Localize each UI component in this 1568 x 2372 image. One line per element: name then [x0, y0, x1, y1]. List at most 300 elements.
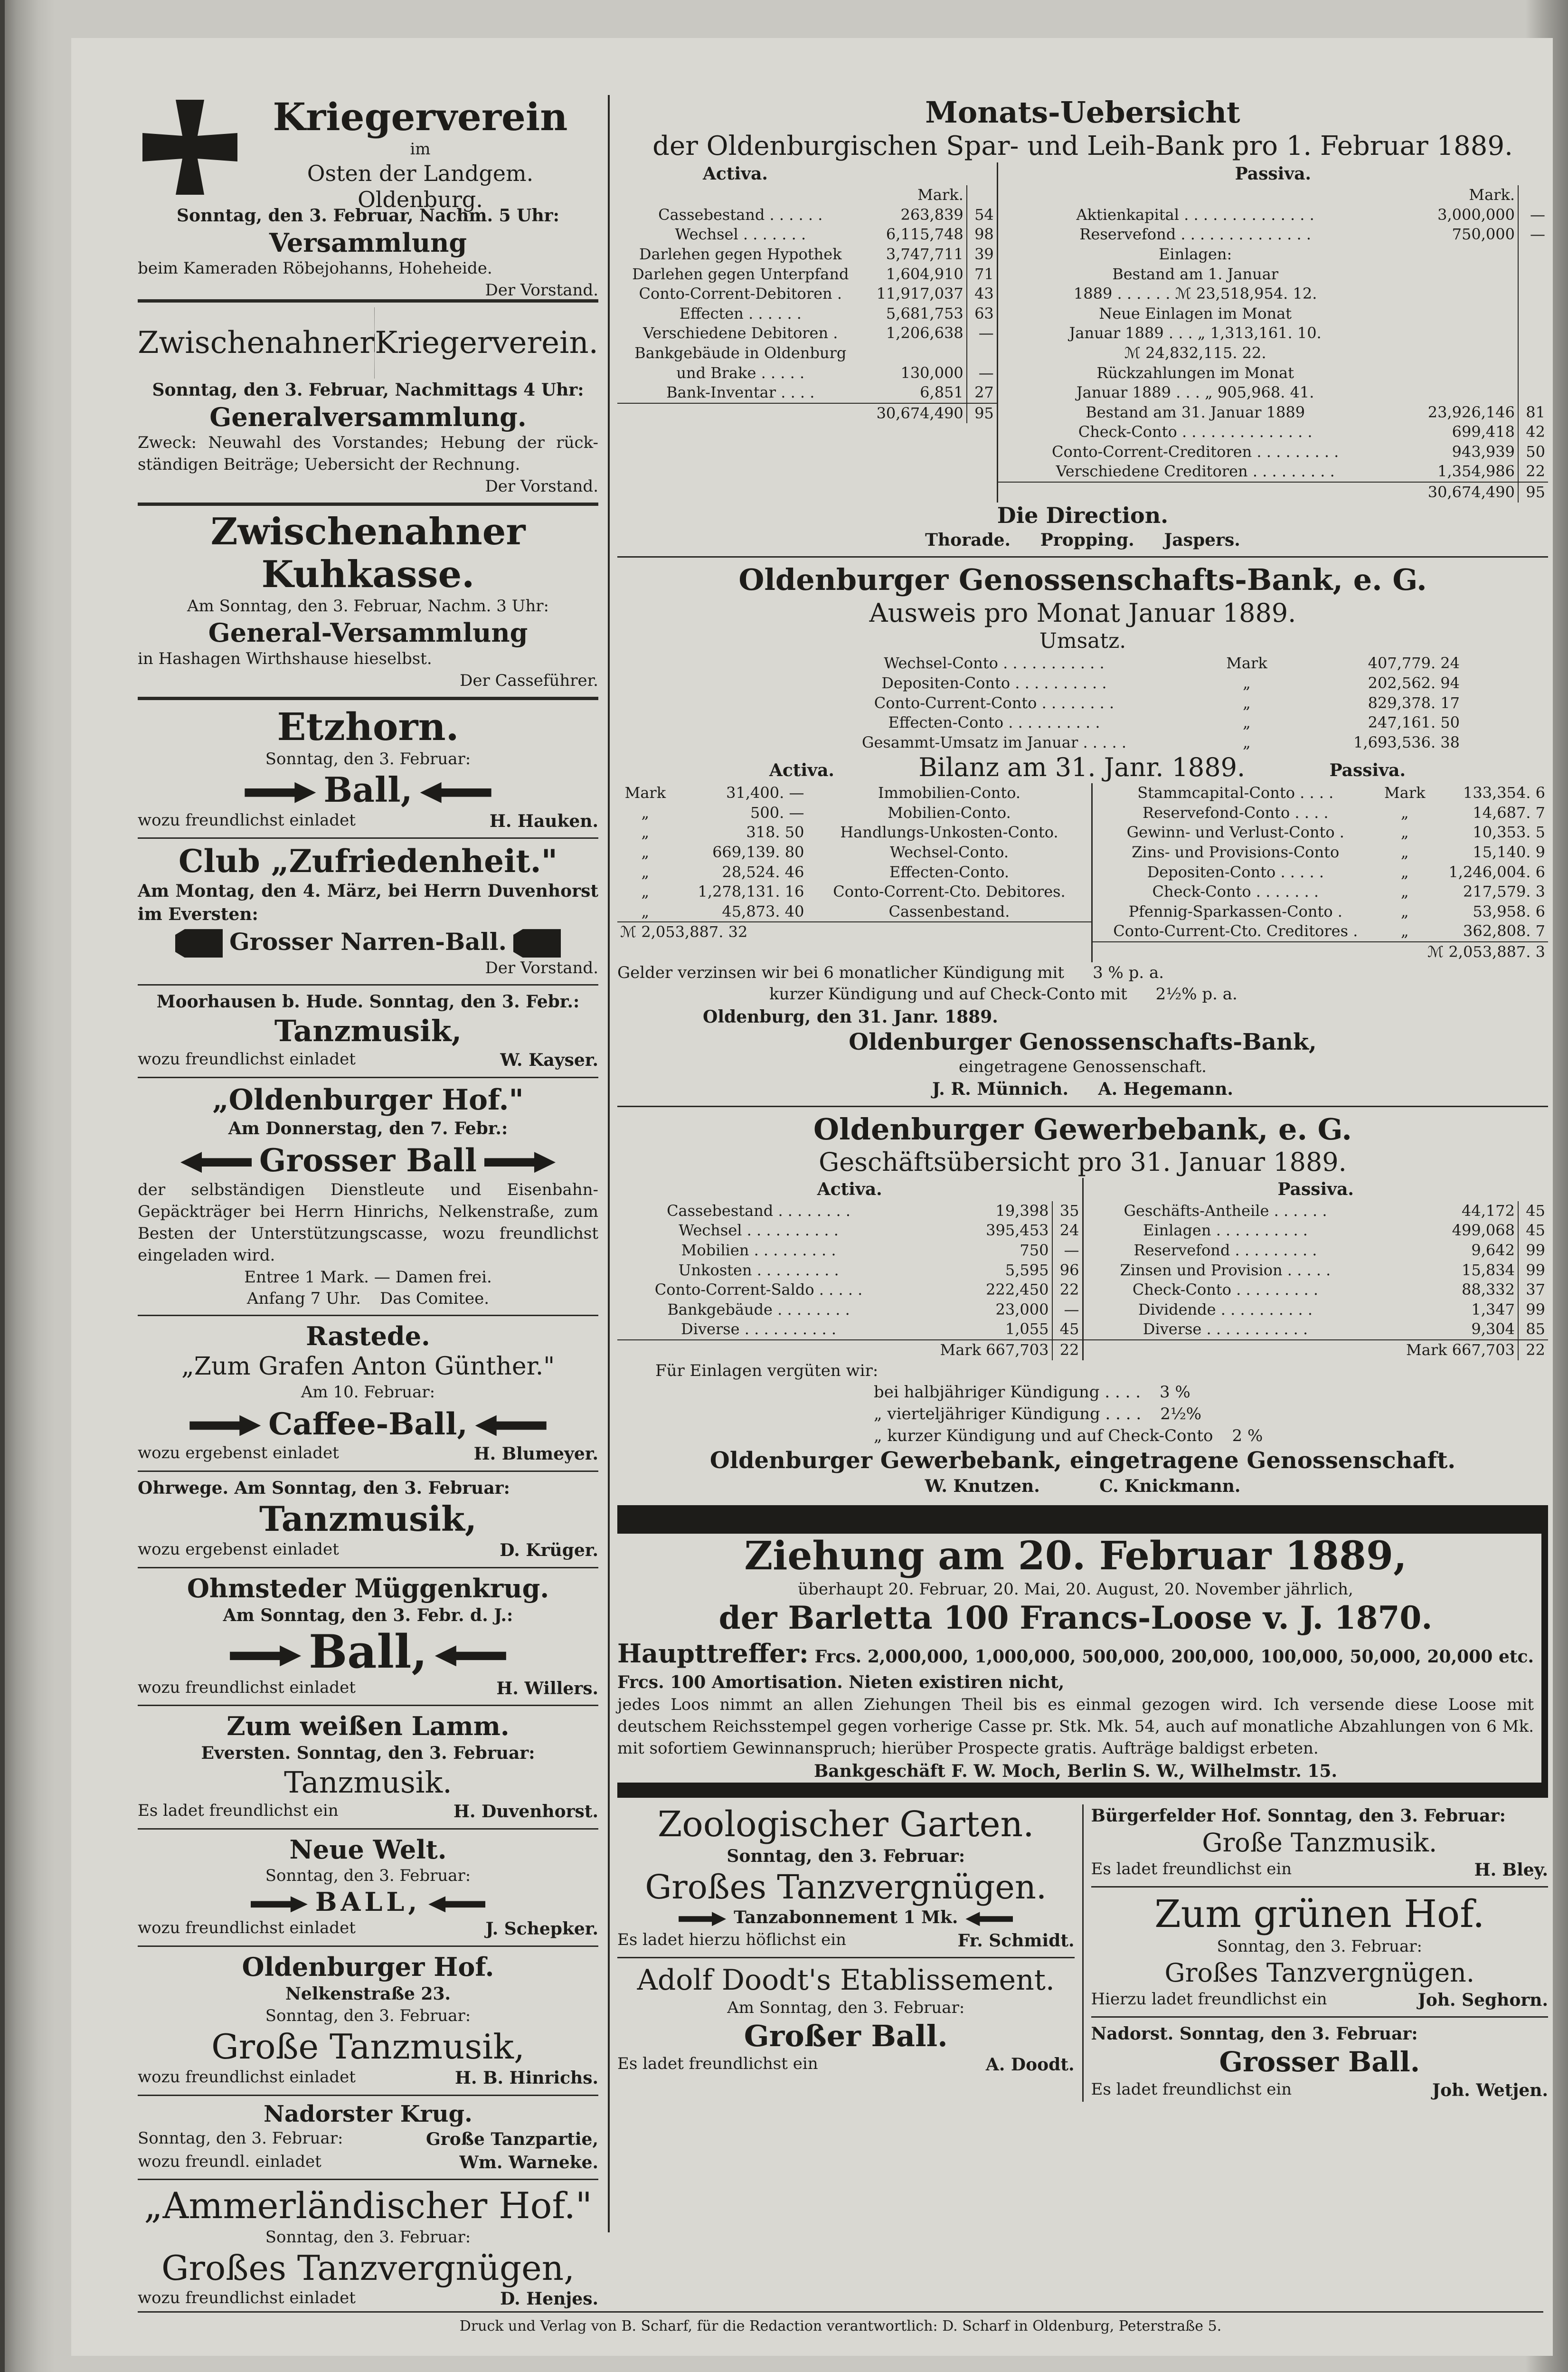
statement-signatories: W. Knutzen. C. Knickmann. [925, 1476, 1241, 1496]
row-currency: „ [1400, 922, 1409, 940]
interest-text: kurzer Kündigung und auf Check-Conto mit [769, 985, 1127, 1004]
ad-text: „Zum Grafen Anton Günther." [181, 1352, 555, 1381]
row-cents: 22 [1518, 462, 1548, 482]
row-cents: — [1518, 205, 1548, 225]
ad-headline: Großes Tanzvergnügen. [645, 1867, 1047, 1907]
row-value: 395,453 [986, 1221, 1049, 1240]
ad-title: Zwischenahner [138, 325, 374, 361]
ad-text: Es ladet freundlichst ein [138, 1801, 339, 1821]
ad-text: Sonntag, den 3. Februar, Nachmittags 4 Uhr: [152, 380, 584, 400]
row-value: 11,917,037 [876, 285, 963, 303]
row-value [864, 343, 967, 363]
divider [138, 1567, 598, 1568]
row-value: 10,353. 5 [1473, 823, 1545, 842]
pointing-hand-icon [965, 1912, 1013, 1926]
row-currency: Mark [1384, 784, 1426, 802]
ad-ohrwege [138, 1477, 598, 1562]
row-label: Einlagen: [1158, 245, 1232, 263]
row-value: 28,524. 46 [722, 863, 804, 881]
row-cents: 35 [1052, 1201, 1082, 1221]
column-heading: Mark. [917, 186, 963, 204]
row-cents: 45 [1518, 1221, 1548, 1241]
ad-text: Sonntag, den 3. Februar: [265, 1866, 471, 1885]
pointing-hand-icon [230, 1645, 301, 1666]
ad-title: Club „Zufriedenheit." [178, 843, 558, 880]
row-value: 19,398 [995, 1201, 1049, 1220]
row-value: 362,808. 7 [1463, 922, 1545, 940]
row-label: Gesammt-Umsatz im Januar . . . . . [861, 733, 1126, 751]
ad-title: „Oldenburger Hof." [212, 1083, 524, 1117]
ticket-icon [513, 929, 561, 958]
table-row [998, 403, 1548, 423]
row-label: Einlagen . . . . . . . . . . [1143, 1221, 1308, 1240]
table-row [1093, 863, 1548, 882]
table-row [617, 304, 997, 324]
ad-text: Es ladet hierzu höflichst ein [617, 1930, 847, 1949]
table-row [1093, 902, 1548, 922]
pointing-hand-icon [679, 1912, 726, 1926]
deposit-rate: 3 % [1160, 1383, 1190, 1402]
row-currency: „ [1400, 902, 1409, 920]
row-cents: 24 [1052, 1221, 1082, 1241]
ad-text: Große Tanzpartie, [425, 2129, 598, 2150]
row-value: 318. 50 [746, 823, 804, 842]
table-row [1084, 1221, 1549, 1241]
table-row [779, 693, 1463, 713]
divider [617, 1957, 1075, 1958]
row-label: Bestand am 31. Januar 1889 [1086, 403, 1305, 421]
ad-text: Nadorst. Sonntag, den 3. Februar: [1091, 2024, 1418, 2044]
ad-text: Osten der Landgem. Oldenburg. [307, 160, 534, 213]
ad-title: Neue Welt. [289, 1834, 447, 1865]
row-cents [1518, 323, 1548, 343]
row-value [1393, 323, 1518, 343]
statement-signature-title: Oldenburger Gewerbebank, eingetragene Genossenschaft. [709, 1447, 1456, 1474]
ad-text: wozu freundlichst einladet [138, 1918, 356, 1938]
row-label: Pfennig-Sparkassen-Conto . [1128, 902, 1342, 920]
deposit-term: „ vierteljähriger Kündigung . . . . [874, 1404, 1142, 1424]
row-value: 15,140. 9 [1473, 843, 1545, 861]
row-cents [967, 343, 997, 363]
row-value: 133,354. 6 [1463, 784, 1545, 802]
column-heading: Activa. [703, 163, 768, 184]
divider [1091, 1886, 1549, 1888]
ad-title: Oldenburger Hof. [242, 1951, 494, 1982]
row-label: Dividende . . . . . . . . . . [1138, 1300, 1313, 1319]
passiva-table [998, 185, 1548, 503]
row-label: Diverse . . . . . . . . . . [681, 1320, 837, 1338]
ad-title: Adolf Doodt's Etablissement. [637, 1964, 1055, 1997]
row-label: Bestand am 1. Januar [1112, 265, 1279, 283]
table-row [998, 284, 1548, 304]
row-label: Bankgebäude in Oldenburg [634, 343, 847, 362]
table-row [617, 1280, 1082, 1300]
table-row [998, 205, 1548, 225]
ad-signature: W. Kayser. [500, 1050, 598, 1071]
row-value: 1,354,986 [1437, 462, 1515, 481]
total-value: ℳ 2,053,887. 32 [617, 922, 1091, 942]
row-label: Mobilien . . . . . . . . . [681, 1241, 836, 1259]
column-rule [608, 95, 610, 2232]
ad-text: Sonntag, den 3. Februar: [138, 2129, 343, 2148]
table-row [998, 225, 1548, 245]
table-row [617, 225, 997, 245]
ad-title: Kriegerverein. [375, 325, 598, 361]
row-value: 263,839 [900, 205, 963, 224]
lottery-bank: Bankgeschäft F. W. Moch, Berlin S. W., Wilhelmstr. 15. [813, 1761, 1337, 1781]
row-currency: Mark [624, 784, 666, 802]
row-label: Cassenbestand. [888, 902, 1010, 920]
ad-signature: Fr. Schmidt. [957, 1930, 1075, 1951]
ad-signature: H. Duvenhorst. [453, 1802, 598, 1822]
divider [138, 697, 598, 700]
table-row [617, 882, 1091, 902]
ad-signature: D. Henjes. [500, 2289, 598, 2309]
ad-text: wozu freundl. einladet [138, 2152, 321, 2171]
ad-headline: BALL, [315, 1887, 421, 1917]
table-row [1084, 1201, 1549, 1221]
row-label: Conto-Current-Cto. Creditores . [1113, 922, 1358, 940]
ad-headline: Generalversammlung. [209, 401, 527, 432]
table-row [617, 863, 1091, 882]
row-currency: „ [1243, 693, 1251, 712]
activa-table [617, 185, 997, 423]
ad-title: Rastede. [306, 1321, 430, 1352]
row-cents: 50 [1518, 442, 1548, 462]
row-label: Conto-Corrent-Creditoren . . . . . . . . . [1051, 442, 1339, 461]
ad-headline: Großer Ball. [744, 2019, 948, 2054]
ad-headline: General-Versammlung [208, 617, 528, 648]
row-cents: 42 [1518, 422, 1548, 442]
ad-text: wozu ergebenst einladet [138, 1443, 339, 1463]
row-cents: — [967, 363, 997, 383]
ad-rastede [138, 1321, 598, 1465]
table-row [617, 1221, 1082, 1241]
ad-text: Tanzabonnement 1 Mk. [734, 1907, 958, 1928]
row-value [1393, 284, 1518, 304]
row-value: 14,687. 7 [1473, 803, 1545, 822]
ad-text: wozu ergebenst einladet [138, 1540, 339, 1559]
row-value [1393, 265, 1518, 285]
row-currency: „ [1243, 713, 1251, 732]
divider [138, 1077, 598, 1078]
row-value: 31,400. — [726, 784, 804, 802]
row-value: 202,562. 94 [1368, 674, 1460, 693]
ad-headline: Grosser Ball [259, 1142, 477, 1179]
row-label: Depositen-Conto . . . . . [1147, 863, 1324, 881]
ad-signature: H. Hauken. [489, 811, 598, 831]
ad-text: wozu freundlichst einladet [138, 810, 356, 830]
row-label: Cassebestand . . . . . . [658, 205, 823, 224]
passiva-table [1084, 1201, 1549, 1360]
total-cents: 22 [1518, 1340, 1548, 1360]
ad-text: Moorhausen b. Hude. Sonntag, den 3. Febr.: [156, 992, 580, 1012]
ad-text: wozu freundlichst einladet [138, 2067, 356, 2087]
row-currency: Mark [1226, 654, 1267, 673]
row-value: 222,450 [986, 1281, 1049, 1299]
row-label: Aktienkapital . . . . . . . . . . . . . . [1076, 205, 1314, 224]
row-label: Wechsel-Conto . . . . . . . . . . . [884, 654, 1105, 673]
row-label: Conto-Corrent-Saldo . . . . . [654, 1281, 863, 1299]
row-value [1393, 304, 1518, 324]
row-label: Januar 1889 . . . „ 905,968. 41. [1076, 383, 1314, 402]
table-row [779, 654, 1463, 674]
row-label: Darlehen gegen Unterpfand [632, 265, 849, 283]
passiva-table [1093, 783, 1548, 962]
row-label: Reservefond . . . . . . . . . [1133, 1241, 1317, 1259]
column-heading: Mark. [1469, 186, 1515, 204]
bank-genossenschafts [617, 562, 1548, 1101]
ad-signature: J. Schepker. [485, 1919, 598, 1939]
ad-text: Am Sonntag, den 3. Febr. d. J.: [223, 1605, 513, 1625]
table-row [998, 422, 1548, 442]
ad-oldenburger-hof-ball [138, 1083, 598, 1310]
pointing-hand-icon [484, 1152, 556, 1173]
activa-table [617, 1201, 1082, 1360]
ad-text: wozu freundlichst einladet [138, 1050, 356, 1069]
row-value: 943,939 [1452, 442, 1515, 461]
row-value: 1,604,910 [886, 265, 963, 283]
row-label: Conto-Current-Conto . . . . . . . . [874, 693, 1115, 712]
ad-title: Zum grünen Hof. [1154, 1892, 1485, 1936]
row-value: 15,834 [1462, 1261, 1515, 1279]
row-cents: 22 [1052, 1280, 1082, 1300]
ad-signature: H. Willers. [496, 1678, 598, 1698]
umsatz-table [779, 654, 1463, 752]
row-value: 750,000 [1452, 225, 1515, 244]
right-column [617, 95, 1548, 2102]
lottery-prize-label: Haupttreffer: [617, 1638, 809, 1669]
deposit-rate: 2 % [1232, 1426, 1263, 1446]
column-heading: Passiva. [1329, 760, 1406, 781]
row-value: 499,068 [1452, 1221, 1515, 1240]
ad-text: im [410, 140, 431, 159]
footer-rule [138, 2311, 1543, 2313]
ad-text: Sonntag, den 3. Februar: [727, 1846, 965, 1867]
ad-text: Es ladet freundlichst ein [617, 2054, 818, 2073]
row-label: Conto-Corrent-Cto. Debitores. [833, 882, 1066, 901]
table-row [617, 245, 997, 265]
ad-text: Am Sonntag, den 3. Februar: [727, 1998, 965, 2018]
row-cents [1518, 265, 1548, 285]
total-value: ℳ 2,053,887. 3 [1378, 942, 1548, 962]
row-currency: „ [1243, 674, 1251, 693]
bottom-ads [617, 1804, 1548, 2102]
table-row [998, 462, 1548, 482]
statement-signature-title: Die Direction. [997, 502, 1169, 528]
lottery-headline: der Barletta 100 Francs-Loose v. J. 1870. [718, 1599, 1433, 1637]
row-value: 1,246,004. 6 [1448, 863, 1545, 881]
row-label: Reservefond . . . . . . . . . . . . . . [1079, 225, 1311, 244]
lottery-prize-text: Frcs. 2,000,000, 1,000,000, 500,000, 200,000, 100,000, 50,000, 20,000 etc. Frcs. 100 Amortisation. Nieten existiren nicht, [617, 1647, 1534, 1693]
row-label: und Brake . . . . . [676, 363, 805, 382]
row-label: Zins- und Provisions-Conto [1132, 843, 1340, 861]
row-cents: 45 [1518, 1201, 1548, 1221]
table-row [1093, 843, 1548, 863]
row-cents: 99 [1518, 1300, 1548, 1320]
lottery-prizes [617, 1636, 1534, 1694]
ad-signature: H. Blumeyer. [473, 1444, 598, 1464]
statement-title: Monats-Uebersicht [925, 95, 1240, 130]
interest-rate: 3 % p. a. [1093, 963, 1164, 982]
table-row [998, 363, 1548, 383]
table-row [617, 265, 997, 285]
row-cents: 63 [967, 304, 997, 324]
ad-text: Ohrwege. Am Sonntag, den 3. Februar: [138, 1478, 510, 1498]
statement-subtitle: der Oldenburgischen Spar- und Leih-Bank pro 1. Februar 1889. [652, 131, 1513, 162]
row-cents: 71 [967, 265, 997, 285]
row-label: Verschiedene Debitoren . [643, 324, 838, 342]
row-cents: 98 [967, 225, 997, 245]
row-value: 247,161. 50 [1368, 713, 1460, 732]
table-row [1084, 1319, 1549, 1340]
row-label: Conto-Corrent-Debitoren . [639, 285, 842, 303]
row-currency: „ [641, 803, 650, 822]
statement-signatories: Thorade. Propping. Jaspers. [925, 530, 1240, 550]
ad-text: Eversten. Sonntag, den 3. Februar: [201, 1743, 535, 1764]
divider [138, 2095, 598, 2096]
statement-signature-title: Oldenburger Genossenschafts-Bank, [849, 1028, 1317, 1055]
row-value: 88,332 [1462, 1281, 1515, 1299]
pointing-hand-icon [251, 1896, 308, 1912]
ad-title: Ohmsteder Müggenkrug. [187, 1573, 549, 1603]
ad-text: wozu freundlichst einladet [138, 1678, 356, 1697]
row-cents: 99 [1518, 1241, 1548, 1261]
total-value: Mark 667,703 [1367, 1340, 1518, 1360]
ad-headline: Versammlung [269, 227, 467, 258]
table-row [617, 1261, 1082, 1281]
row-currency: „ [1400, 823, 1409, 842]
row-value: 217,579. 3 [1463, 882, 1545, 901]
divider [138, 1945, 598, 1947]
statement-section: Umsatz. [1039, 628, 1126, 653]
row-cents: 54 [967, 205, 997, 225]
ad-text: Sonntag, den 3. Februar: [265, 2006, 471, 2026]
ad-nadorster-krug [138, 2101, 598, 2174]
column-heading: Activa. [817, 1179, 882, 1200]
ad-text: Am Donnerstag, den 7. Febr.: [228, 1118, 508, 1139]
row-label: Effecten-Conto. [889, 863, 1010, 881]
table-row [617, 1241, 1082, 1261]
ad-ohmsteder-mueggenkrug [138, 1573, 598, 1700]
divider [617, 556, 1548, 558]
ad-text: Hierzu ladet freundlichst ein [1091, 1989, 1327, 2009]
table-row [1093, 783, 1548, 803]
row-cents [1518, 304, 1548, 324]
table-row [998, 343, 1548, 363]
pointing-hand-icon [245, 782, 316, 803]
ad-headline: Grosser Ball. [1219, 2045, 1420, 2078]
row-value: 5,681,753 [886, 304, 963, 323]
deposit-rate: 2½% [1160, 1404, 1202, 1424]
lottery-text: überhaupt 20. Februar, 20. Mai, 20. August, 20. November jährlich, [798, 1579, 1353, 1599]
table-row [998, 265, 1548, 285]
row-value: 5,595 [1005, 1261, 1049, 1279]
table-row [617, 363, 997, 383]
table-row [617, 843, 1091, 863]
ad-headline: Grosser Narren-Ball. [229, 928, 507, 956]
row-cents: 45 [1052, 1319, 1082, 1340]
table-row [617, 1201, 1082, 1221]
ad-zwischenahner-kriegerverein [138, 307, 598, 498]
row-cents: 85 [1518, 1319, 1548, 1340]
row-currency: „ [641, 863, 650, 881]
table-row [998, 442, 1548, 462]
ad-buergerfelder-hof [1091, 1804, 1549, 1881]
row-value: 130,000 [900, 363, 963, 382]
row-value: 3,000,000 [1437, 205, 1515, 224]
row-cents: 27 [967, 383, 997, 403]
row-cents: 39 [967, 245, 997, 265]
black-band [617, 1783, 1548, 1798]
interest-text: Gelder verzinsen wir bei 6 monatlicher Kündigung mit [617, 963, 1065, 982]
table-row [617, 284, 997, 304]
ad-text: Es ladet freundlichst ein [1091, 1859, 1292, 1879]
ad-signature: Wm. Warneke. [459, 2152, 598, 2173]
ad-text: Am Sonntag, den 3. Februar, Nachm. 3 Uhr: [187, 597, 549, 616]
statement-subtitle: Ausweis pro Monat Januar 1889. [869, 598, 1296, 628]
divider [617, 1106, 1548, 1107]
column-heading: Activa. [769, 760, 834, 781]
row-cents: — [1052, 1241, 1082, 1261]
ad-title: Nadorster Krug. [264, 2100, 472, 2127]
row-label: Unkosten . . . . . . . . . [678, 1261, 839, 1279]
table-row [998, 323, 1548, 343]
row-value [1393, 245, 1518, 265]
ad-text: Sonntag, den 3. Februar: [265, 2227, 471, 2247]
row-value: 23,926,146 [1427, 403, 1515, 421]
total-cents: 95 [1518, 482, 1548, 503]
deposit-term: „ kurzer Kündigung und auf Check-Conto [874, 1426, 1213, 1446]
ad-text: in Hashagen Wirthshause hieselbst. [138, 649, 432, 669]
row-cents [1518, 383, 1548, 403]
table-row [998, 383, 1548, 403]
divider [138, 1471, 598, 1472]
ad-kuhkasse [138, 511, 598, 692]
bank-gewerbebank [617, 1112, 1548, 1498]
row-cents [1518, 245, 1548, 265]
row-label: Check-Conto . . . . . . . . . . . . . . [1078, 423, 1313, 441]
row-label: Wechsel-Conto. [889, 843, 1009, 861]
row-cents: 99 [1518, 1261, 1548, 1281]
ad-signature: Der Casseführer. [460, 671, 598, 691]
ad-signature: A. Doodt. [985, 2054, 1075, 2075]
row-currency: „ [1400, 843, 1409, 861]
ad-barletta-lottery [617, 1534, 1548, 1783]
ad-weissen-lamm [138, 1711, 598, 1823]
ad-doodt-etablissement [617, 1963, 1075, 2076]
total-value: 30,674,490 [864, 403, 967, 424]
statement-signatories: J. R. Münnich. A. Hegemann. [932, 1079, 1233, 1100]
row-label: 1889 . . . . . . ℳ 23,518,954. 12. [1073, 285, 1317, 303]
row-cents: — [1518, 225, 1548, 245]
ad-kriegerverein [138, 95, 598, 300]
pointing-hand-icon [435, 1645, 506, 1666]
row-label: Effecten . . . . . . [679, 304, 802, 323]
ad-title: Kriegerverein [273, 95, 568, 139]
table-row [779, 713, 1463, 733]
row-value: 3,747,711 [886, 245, 963, 263]
row-label: Effecten-Conto . . . . . . . . . . [888, 713, 1100, 732]
row-label: Reservefond-Conto . . . . [1143, 803, 1329, 822]
total-cents: 22 [1052, 1340, 1082, 1360]
table-row [617, 323, 997, 343]
row-label: Wechsel . . . . . . . . . . [679, 1221, 839, 1240]
row-currency: „ [1243, 733, 1251, 751]
row-label: Januar 1889 . . . „ 1,313,161. 10. [1069, 324, 1322, 342]
pointing-hand-icon [475, 1415, 547, 1436]
row-currency: „ [641, 843, 650, 861]
